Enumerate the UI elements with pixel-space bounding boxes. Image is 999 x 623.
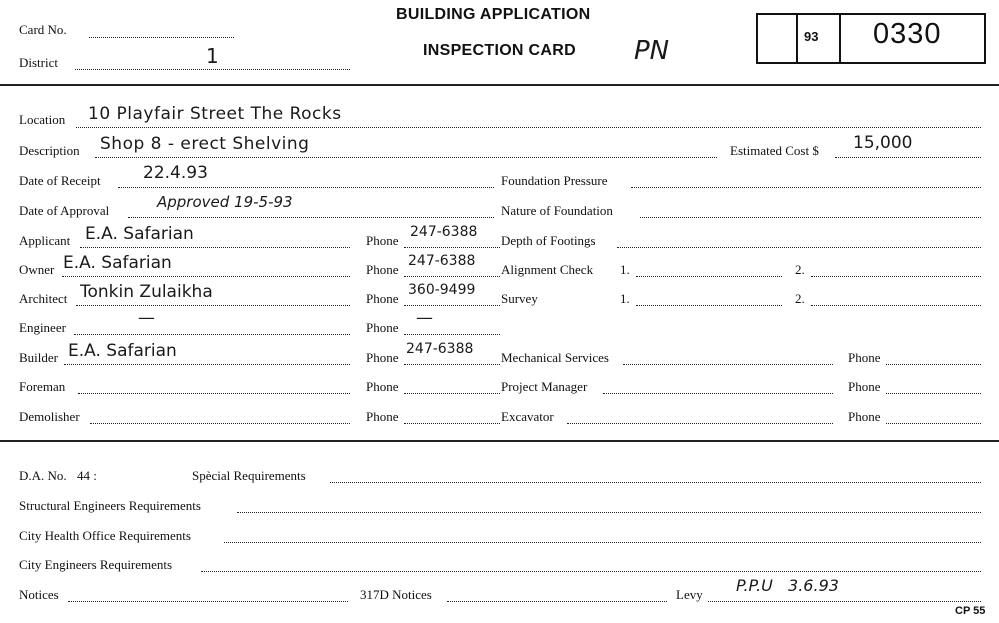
location-value: 10 Playfair Street The Rocks bbox=[88, 104, 342, 124]
date-of-receipt-label: Date of Receipt bbox=[19, 173, 101, 188]
builder-label: Builder bbox=[19, 350, 58, 365]
date-of-approval-field[interactable] bbox=[128, 217, 494, 218]
demolisher-field[interactable] bbox=[90, 423, 350, 424]
district-field[interactable] bbox=[75, 69, 350, 70]
notices-317d-field[interactable] bbox=[447, 601, 667, 602]
card-no-field[interactable] bbox=[89, 37, 234, 38]
engineer-phone-field[interactable] bbox=[404, 334, 500, 335]
city-engineers-requirements-label: City Engineers Requirements bbox=[19, 557, 173, 572]
architect-phone-label: Phone bbox=[366, 291, 399, 306]
handwritten-initials: PN bbox=[634, 36, 670, 66]
applicant-phone-value: 247-6388 bbox=[410, 224, 478, 240]
builder-value: E.A. Safarian bbox=[68, 341, 177, 361]
levy-label: Levy bbox=[676, 587, 703, 602]
notices-317d-label: 317D Notices bbox=[360, 587, 432, 602]
nature-of-foundation-field[interactable] bbox=[640, 217, 981, 218]
applicant-field[interactable] bbox=[80, 247, 350, 248]
project-manager-phone-field[interactable] bbox=[886, 393, 981, 394]
applicant-phone-field[interactable] bbox=[404, 247, 500, 248]
notices-label: Notices bbox=[19, 587, 59, 602]
description-value: Shop 8 - erect Shelving bbox=[100, 134, 310, 154]
form-title-line1: BUILDING APPLICATION bbox=[396, 6, 591, 23]
applicant-label: Applicant bbox=[19, 233, 71, 248]
foreman-field[interactable] bbox=[78, 393, 350, 394]
alignment-check-2-label: 2. bbox=[795, 262, 805, 277]
survey-2-field[interactable] bbox=[811, 305, 981, 306]
architect-phone-value: 360-9499 bbox=[408, 282, 476, 298]
applicant-value: E.A. Safarian bbox=[85, 224, 194, 244]
architect-phone-field[interactable] bbox=[404, 305, 500, 306]
date-of-receipt-field[interactable] bbox=[118, 187, 494, 188]
card-year: 93 bbox=[804, 29, 819, 44]
special-requirements-field[interactable] bbox=[330, 482, 981, 483]
alignment-check-1-label: 1. bbox=[620, 262, 630, 277]
depth-of-footings-label: Depth of Footings bbox=[501, 233, 596, 248]
survey-1-label: 1. bbox=[620, 291, 630, 306]
demolisher-phone-field[interactable] bbox=[404, 423, 500, 424]
depth-of-footings-field[interactable] bbox=[617, 247, 981, 248]
requirements-rule bbox=[0, 440, 999, 442]
date-of-approval-value: Approved 19-5-93 bbox=[157, 193, 293, 211]
mechanical-services-phone-label: Phone bbox=[848, 350, 881, 365]
mechanical-services-field[interactable] bbox=[623, 364, 833, 365]
architect-value: Tonkin Zulaikha bbox=[80, 282, 213, 302]
health-requirements-field[interactable] bbox=[224, 542, 981, 543]
owner-phone-value: 247-6388 bbox=[408, 253, 476, 269]
foundation-pressure-label: Foundation Pressure bbox=[501, 173, 608, 188]
excavator-phone-label: Phone bbox=[848, 409, 881, 424]
estimated-cost-label: Estimated Cost $ bbox=[730, 143, 819, 158]
header-rule bbox=[0, 84, 999, 86]
date-of-receipt-value: 22.4.93 bbox=[143, 163, 208, 183]
alignment-check-2-field[interactable] bbox=[811, 276, 981, 277]
engineer-phone-value: — bbox=[416, 308, 433, 328]
demolisher-phone-label: Phone bbox=[366, 409, 399, 424]
foreman-phone-label: Phone bbox=[366, 379, 399, 394]
da-no-value: 44 : bbox=[77, 468, 97, 483]
structural-requirements-label: Structural Engineers Requirements bbox=[19, 498, 201, 513]
district-value: 1 bbox=[206, 44, 219, 68]
levy-value: P.P.U 3.6.93 bbox=[736, 576, 839, 595]
owner-phone-field[interactable] bbox=[404, 276, 500, 277]
estimated-cost-field[interactable] bbox=[835, 157, 981, 158]
card-number-divider-1 bbox=[796, 14, 798, 63]
alignment-check-1-field[interactable] bbox=[636, 276, 782, 277]
description-field[interactable] bbox=[95, 157, 717, 158]
health-requirements-label: City Health Office Requirements bbox=[19, 528, 191, 543]
builder-phone-value: 247-6388 bbox=[406, 341, 474, 357]
card-no-label: Card No. bbox=[19, 22, 67, 37]
survey-1-field[interactable] bbox=[636, 305, 782, 306]
demolisher-label: Demolisher bbox=[19, 409, 80, 424]
nature-of-foundation-label: Nature of Foundation bbox=[501, 203, 613, 218]
project-manager-field[interactable] bbox=[603, 393, 833, 394]
project-manager-label: Project Manager bbox=[501, 379, 588, 394]
mechanical-services-label: Mechanical Services bbox=[501, 350, 609, 365]
location-label: Location bbox=[19, 112, 66, 127]
description-label: Description bbox=[19, 143, 80, 158]
mechanical-services-phone-field[interactable] bbox=[886, 364, 981, 365]
estimated-cost-value: 15,000 bbox=[853, 133, 913, 153]
builder-phone-field[interactable] bbox=[404, 364, 500, 365]
engineer-value: — bbox=[138, 308, 155, 328]
survey-label: Survey bbox=[501, 291, 538, 306]
foreman-label: Foreman bbox=[19, 379, 66, 394]
card-number-box bbox=[756, 13, 986, 64]
excavator-label: Excavator bbox=[501, 409, 554, 424]
location-field[interactable] bbox=[76, 127, 981, 128]
architect-field[interactable] bbox=[76, 305, 350, 306]
card-number-divider-2 bbox=[839, 14, 841, 63]
owner-field[interactable] bbox=[62, 276, 350, 277]
builder-phone-label: Phone bbox=[366, 350, 399, 365]
da-no-label: D.A. No. bbox=[19, 468, 67, 483]
card-number: 0330 bbox=[873, 18, 942, 50]
builder-field[interactable] bbox=[64, 364, 350, 365]
foreman-phone-field[interactable] bbox=[404, 393, 500, 394]
district-label: District bbox=[19, 55, 58, 70]
owner-label: Owner bbox=[19, 262, 55, 277]
form-title-line2: INSPECTION CARD bbox=[423, 42, 576, 59]
project-manager-phone-label: Phone bbox=[848, 379, 881, 394]
notices-field[interactable] bbox=[68, 601, 348, 602]
survey-2-label: 2. bbox=[795, 291, 805, 306]
structural-requirements-field[interactable] bbox=[237, 512, 981, 513]
excavator-field[interactable] bbox=[567, 423, 833, 424]
excavator-phone-field[interactable] bbox=[886, 423, 981, 424]
special-requirements-label: Spècial Requirements bbox=[192, 468, 306, 483]
foundation-pressure-field[interactable] bbox=[631, 187, 981, 188]
engineer-phone-label: Phone bbox=[366, 320, 399, 335]
applicant-phone-label: Phone bbox=[366, 233, 399, 248]
owner-value: E.A. Safarian bbox=[63, 253, 172, 273]
architect-label: Architect bbox=[19, 291, 68, 306]
engineer-field[interactable] bbox=[74, 334, 350, 335]
owner-phone-label: Phone bbox=[366, 262, 399, 277]
city-engineers-requirements-field[interactable] bbox=[201, 571, 981, 572]
date-of-approval-label: Date of Approval bbox=[19, 203, 110, 218]
levy-field[interactable] bbox=[708, 601, 981, 602]
alignment-check-label: Alignment Check bbox=[501, 262, 594, 277]
engineer-label: Engineer bbox=[19, 320, 66, 335]
form-code: CP 55 bbox=[955, 605, 986, 617]
